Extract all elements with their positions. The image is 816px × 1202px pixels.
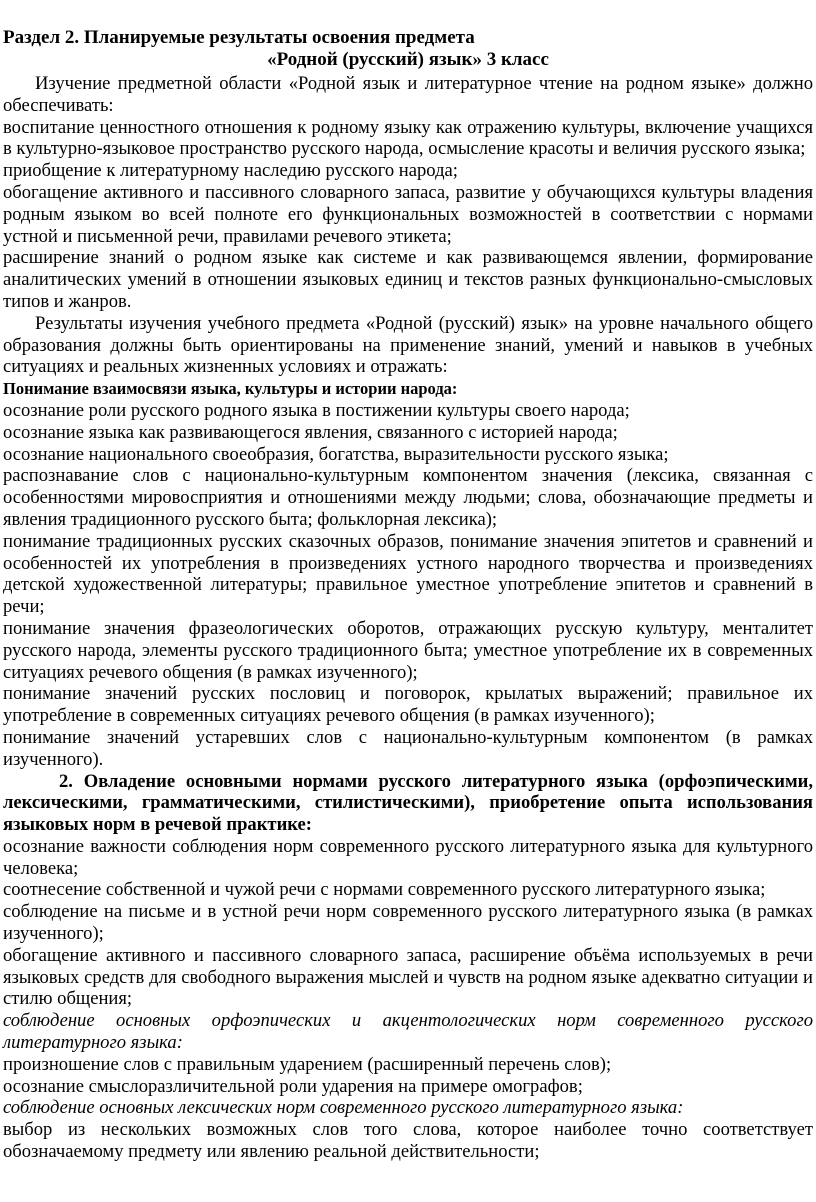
list-item: произношение слов с правильным ударением (расширенный перечень слов);: [3, 1053, 612, 1075]
list-item: осознание национального своеобразия, богатства, выразительности русского языка;: [3, 443, 669, 465]
list-item: выбор из нескольких возможных слов того слова, которое наиболее точно соответствует обозначаемому предмету или явлению реальной действительности;: [3, 1119, 813, 1163]
results-paragraph: Результаты изучения учебного предмета «Родной (русский) язык» на уровне начального общего образования должны быть ориентированы на применение знаний, умений и навыков в учебных ситуациях и реальных жизненных условиях и отражать:: [3, 312, 813, 378]
subsection-heading-2: 2. Овладение основными нормами русского литературного языка (орфоэпическими, лексическими, грамматическими, стилистическими), приобретение опыта использования языковых норм в речевой практике:: [3, 770, 813, 836]
list-item: расширение знаний о родном языке как системе и как развивающемся явлении, формирование аналитических умений в отношении языковых единиц и текстов разных функционально-смысловых типов и жанров.: [3, 247, 813, 312]
list-item: соблюдение на письме и в устной речи норм современного русского литературного языка (в рамках изученного);: [3, 901, 813, 945]
list-item: осознание смыслоразличительной роли ударения на примере омографов;: [3, 1075, 583, 1097]
italic-subheading: соблюдение основных лексических норм современного русского литературного языка:: [3, 1097, 684, 1119]
italic-subheading: соблюдение основных орфоэпических и акцентологических норм современного русского литературного языка:: [3, 1010, 813, 1054]
intro-paragraph: Изучение предметной области «Родной язык и литературное чтение на родном языке» должно обеспечивать:: [3, 73, 813, 116]
list-item: соотнесение собственной и чужой речи с нормами современного русского литературного языка;: [3, 879, 766, 901]
list-item: обогащение активного и пассивного словарного запаса, развитие у обучающихся культуры владения родным языком во всей полноте его функциональных возможностей в соответствии с нормами устной и письменной речи, правилами речевого этикета;: [3, 181, 813, 247]
section-title: Раздел 2. Планируемые результаты освоения предмета: [3, 27, 475, 48]
subsection-heading: Понимание взаимосвязи языка, культуры и истории народа:: [3, 379, 458, 399]
list-item: осознание важности соблюдения норм современного русского литературного языка для культурного человека;: [3, 835, 813, 879]
list-item: понимание значения фразеологических оборотов, отражающих русскую культуру, менталитет русского народа, элементы русского традиционного быта; уместное употребление их в современных ситуациях речевого общения (в рамках изученного);: [3, 617, 813, 683]
subject-subtitle: «Родной (русский) язык» 3 класс: [267, 49, 549, 70]
list-item: понимание значений русских пословиц и поговорок, крылатых выражений; правильное их употребление в современных ситуациях речевого общения (в рамках изученного);: [3, 683, 813, 727]
list-item: приобщение к литературному наследию русского народа;: [3, 160, 458, 182]
list-item: воспитание ценностного отношения к родному языку как отражению культуры, включение учащихся в культурно-языковое пространство русского народа, осмысление красоты и величия русского языка;: [3, 116, 813, 160]
list-item: распознавание слов с национально-культурным компонентом значения (лексика, связанная с особенностями мировосприятия и отношениями между людьми; слова, обозначающие предметы и явления традиционного русского быта; фольклорная лексика);: [3, 465, 813, 530]
list-item: понимание значений устаревших слов с национально-культурным компонентом (в рамках изученного).: [3, 726, 813, 770]
list-item: осознание роли русского родного языка в постижении культуры своего народа;: [3, 399, 630, 421]
list-item: понимание традиционных русских сказочных образов, понимание значения эпитетов и сравнений и особенностей их употребления в произведениях устного народного творчества и произведениях детской художественной литературы; правильное уместное употребление эпитетов и сравнений в речи;: [3, 530, 813, 618]
list-item: обогащение активного и пассивного словарного запаса, расширение объёма используемых в речи языковых средств для свободного выражения мыслей и чувств на родном языке адекватно ситуации и стилю общения;: [3, 944, 813, 1010]
list-item: осознание языка как развивающегося явления, связанного с историей народа;: [3, 421, 618, 443]
